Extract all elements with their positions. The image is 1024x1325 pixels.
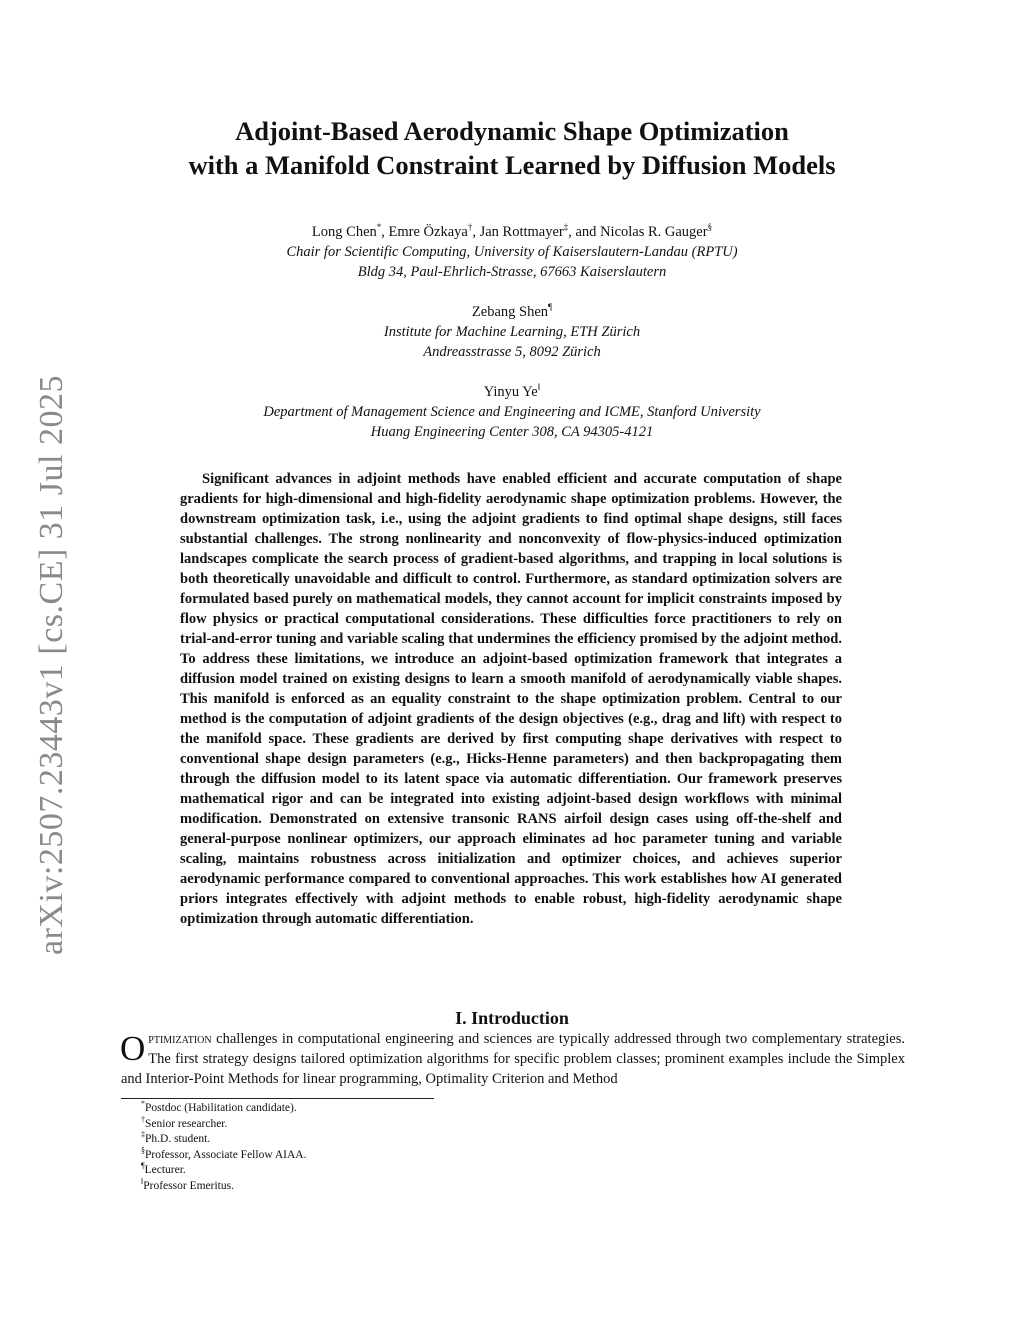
author-names	[0, 302, 1024, 322]
footnote-item	[141, 1179, 306, 1195]
footnote-text: Postdoc (Habilitation candidate).	[145, 1102, 297, 1114]
author-name: Jan Rottmayer	[479, 224, 564, 240]
author-block-stanford	[0, 382, 1024, 442]
author-separator: , and	[568, 224, 601, 240]
author-address: Huang Engineering Center 308, CA 94305-4121	[370, 424, 654, 440]
author-mark: ‖	[537, 382, 541, 393]
author-separator: ,	[381, 224, 389, 240]
author-name: Nicolas R. Gauger	[600, 224, 708, 240]
footnote-mark: ‡	[141, 1130, 145, 1140]
author-mark: §	[707, 222, 713, 233]
author-mark: †	[467, 222, 473, 233]
footnote-item	[141, 1114, 306, 1133]
author-name: Long Chen	[311, 224, 377, 240]
author-name: Emre Özkaya	[388, 224, 468, 240]
footnote-mark: ¶	[141, 1161, 145, 1171]
author-mark: *	[376, 222, 382, 233]
footnote-divider	[121, 1098, 434, 1099]
drop-cap: O	[120, 1029, 146, 1068]
footnote-text: Lecturer.	[144, 1164, 186, 1177]
author-affiliation: Chair for Scientific Computing, University of Kaiserslautern-Landau (RPTU)	[286, 244, 738, 260]
footnote-text: Ph.D. student.	[145, 1133, 211, 1146]
footnote-item	[141, 1132, 306, 1148]
footnote-item	[141, 1163, 306, 1179]
footnote-text: Professor Emeritus.	[143, 1179, 234, 1192]
author-name: Yinyu Ye	[483, 384, 538, 400]
author-names	[0, 382, 1024, 402]
author-names	[0, 222, 1024, 242]
footnote-mark: §	[141, 1145, 145, 1155]
author-separator: ,	[472, 224, 480, 240]
author-mark: ¶	[548, 302, 553, 313]
paper-title	[0, 114, 1024, 182]
author-affiliation: Institute for Machine Learning, ETH Zürich	[383, 324, 641, 340]
author-mark: ‡	[563, 222, 569, 233]
footnote-item	[141, 1101, 306, 1117]
author-block-eth	[0, 302, 1024, 362]
section-heading-introduction: I. Introduction	[455, 1008, 569, 1028]
small-caps-lead: ptimization	[148, 1031, 212, 1047]
abstract-paragraph: Significant advances in adjoint methods have enabled efficient and accurate computation of shape gradients for high-dimensional and high-fidelity aerodynamic shape optimization problems. However, the downstream optimization task, i.e., using the adjoint gradients to find optimal shape designs, still faces substantial challenges. The strong nonlinearity and nonconvexity of flow-physics-induced optimization landscapes complicate the search process of gradient-based algorithms, and trapping in local solutions is both theoretically unavoidable and difficult to control. Furthermore, as standard optimization solvers are formulated based purely on mathematical models, they cannot account for implicit constraints imposed by flow physics or practical computational considerations. These difficulties force practitioners to rely on trial-and-error tuning and variable scaling that undermines the efficiency promised by the adjoint method. To address these limitations, we introduce an adjoint-based optimization framework that integrates a diffusion model trained on existing designs to learn a smooth manifold of aerodynamically viable shapes. This manifold is enforced as an equality constraint to the shape optimization problem. Central to our method is the computation of adjoint gradients of the design objectives (e.g., drag and lift) with respect to the manifold space. These gradients are derived by first computing shape derivatives with respect to conventional shape design parameters (e.g., Hicks-Henne parameters) and then backpropagating them through the diffusion model to its latent space via automatic differentiation. Our framework preserves mathematical rigor and can be integrated into existing adjoint-based design workflows with minimal modification. Demonstrated on extensive transonic RANS airfoil design cases using off-the-shelf and general-purpose nonlinear optimizers, our approach eliminates ad hoc parameter tuning and variable scaling, maintains robustness across initialization and optimizer choices, and achieves superior aerodynamic performance compared to conventional approaches. This work establishes how AI generated priors integrates effectively with adjoint methods to enable robust, high-fidelity aerodynamic shape optimization through automatic differentiation.	[180, 471, 842, 927]
author-address: Bldg 34, Paul-Ehrlich-Strasse, 67663 Kaiserslautern	[357, 264, 667, 280]
author-block-rptu	[0, 222, 1024, 282]
footnote-mark: ‖	[141, 1177, 144, 1187]
author-name: Zebang Shen	[471, 304, 549, 320]
footnote-text: Professor, Associate Fellow AIAA.	[145, 1148, 307, 1161]
title-line-1: Adjoint-Based Aerodynamic Shape Optimization	[235, 116, 789, 146]
introduction-body: challenges in computational engineering and sciences are typically addressed through two complementary strategies. The first strategy designs tailored optimization algorithms for specific problem classes; prominent examples include the Simplex and Interior-Point Methods for linear programming, Optimality Criterion and Method	[121, 1031, 905, 1087]
arxiv-identifier-sidebar: arXiv:2507.23443v1 [cs.CE] 31 Jul 2025	[33, 375, 70, 955]
footnote-item	[141, 1145, 307, 1164]
footnotes-list	[141, 1101, 306, 1195]
footnote-mark: †	[141, 1114, 145, 1124]
author-affiliation: Department of Management Science and Engineering and ICME, Stanford University	[263, 404, 761, 420]
title-line-2: with a Manifold Constraint Learned by Diffusion Models	[188, 150, 836, 180]
footnote-mark: *	[141, 1099, 145, 1109]
footnote-text: Senior researcher.	[145, 1117, 228, 1130]
author-address: Andreasstrasse 5, 8092 Zürich	[423, 344, 601, 360]
introduction-paragraph	[121, 1029, 905, 1089]
